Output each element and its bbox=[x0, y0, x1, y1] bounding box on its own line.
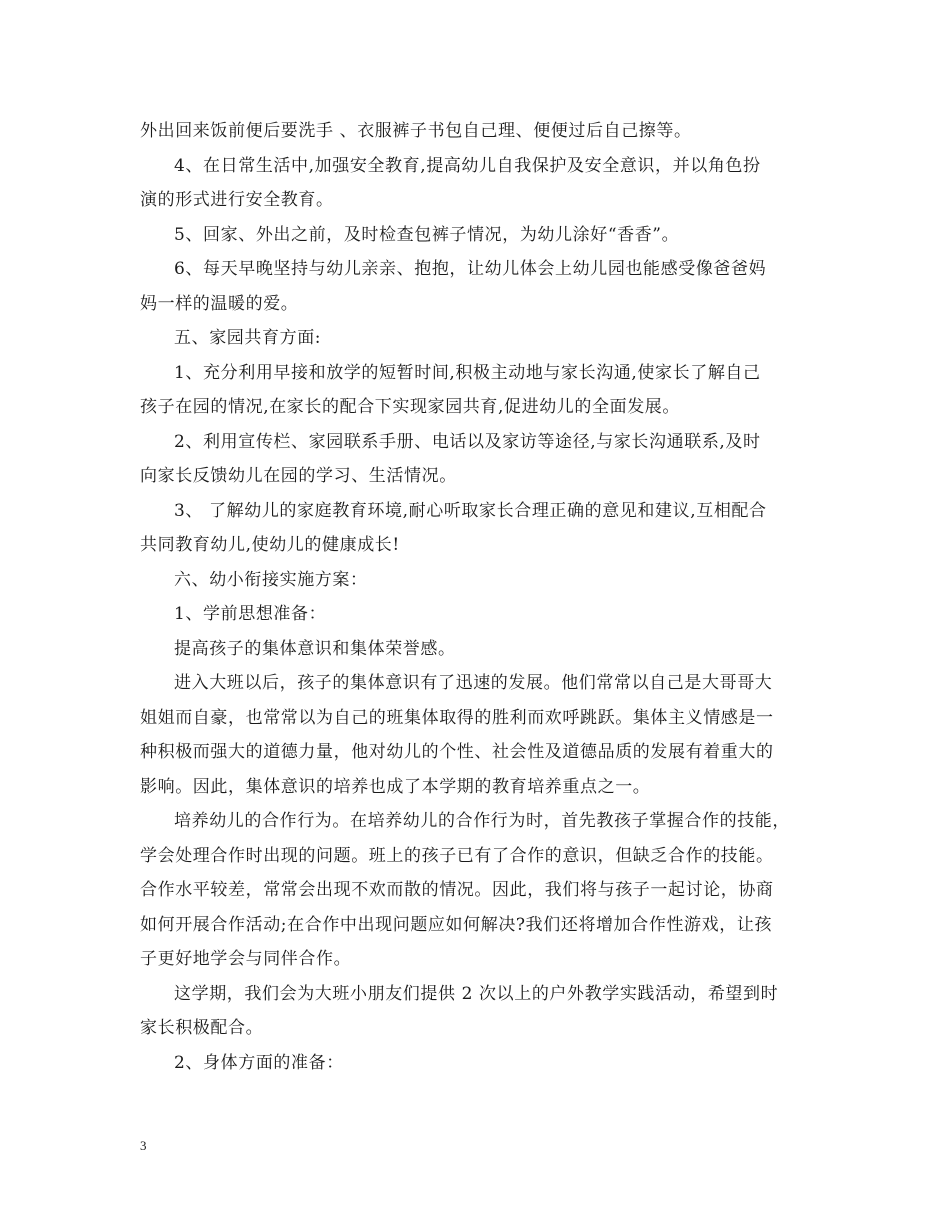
text-line: 演的形式进行安全教育。 bbox=[140, 190, 334, 210]
text-line: 孩子在园的情况,在家长的配合下实现家园共育,促进幼儿的全面发展。 bbox=[140, 397, 681, 417]
text-line: 学会处理合作时出现的问题。班上的孩子已有了合作的意识，但缺乏合作的技能。 bbox=[140, 845, 774, 866]
text-line: 2、身体方面的准备： bbox=[174, 1052, 344, 1073]
text-line: 姐姐而自豪，也常常以为自己的班集体取得的胜利而欢呼跳跃。集体主义情感是一 bbox=[140, 707, 774, 728]
text-line: 培养幼儿的合作行为。在培养幼儿的合作行为时，首先教孩子掌握合作的技能， bbox=[174, 811, 790, 831]
text-line: 种积极而强大的道德力量，他对幼儿的个性、社会性及道德品质的发展有着重大的 bbox=[140, 742, 774, 762]
text-line: 3、 了解幼儿的家庭教育环境,耐心听取家长合理正确的意见和建议,互相配合 bbox=[174, 500, 767, 521]
text-line: 子更好地学会与同伴合作。 bbox=[140, 949, 352, 969]
text-line: 家长积极配合。 bbox=[140, 1018, 264, 1038]
text-line: 妈一样的温暖的爱。 bbox=[140, 293, 299, 314]
text-line: 1、充分利用早接和放学的短暂时间,积极主动地与家长沟通,使家长了解自己 bbox=[174, 362, 761, 383]
text-line: 合作水平较差，常常会出现不欢而散的情况。因此，我们将与孩子一起讨论，协商 bbox=[140, 880, 774, 900]
text-line: 6、每天早晚坚持与幼儿亲亲、抱抱，让幼儿体会上幼儿园也能感受像爸爸妈 bbox=[174, 259, 767, 279]
text-line: 这学期，我们会为大班小朋友们提供 2 次以上的户外教学实践活动，希望到时 bbox=[174, 983, 779, 1004]
text-line: 五、家园共育方面: bbox=[174, 328, 322, 348]
text-line: 2、利用宣传栏、家园联系手册、电话以及家访等途径,与家长沟通联系,及时 bbox=[174, 431, 761, 452]
text-line: 六、幼小衔接实施方案： bbox=[174, 569, 368, 590]
text-line: 进入大班以后，孩子的集体意识有了迅速的发展。他们常常以自己是大哥哥大 bbox=[174, 673, 773, 693]
text-line: 共同教育幼儿,使幼儿的健康成长! bbox=[140, 535, 400, 555]
text-line: 4、在日常生活中,加强安全教育,提高幼儿自我保护及安全意识，并以角色扮 bbox=[174, 155, 761, 176]
text-line: 1、学前思想准备： bbox=[174, 604, 327, 624]
page-number: 3 bbox=[140, 1138, 147, 1153]
text-line: 向家长反馈幼儿在园的学习、生活情况。 bbox=[140, 466, 457, 486]
text-line: 提高孩子的集体意识和集体荣誉感。 bbox=[174, 638, 456, 659]
document-body bbox=[140, 114, 820, 1080]
text-line: 如何开展合作活动;在合作中出现问题应如何解决?我们还将增加合作性游戏，让孩 bbox=[140, 914, 773, 935]
text-line: 影响。因此，集体意识的培养也成了本学期的教育培养重点之一。 bbox=[140, 776, 651, 797]
text-line: 外出回来饭前便后要洗手 、衣服裤子书包自己理、便便过后自己擦等。 bbox=[140, 121, 692, 141]
text-line: 5、回家、外出之前，及时检查包裤子情况，为幼儿涂好“香香”。 bbox=[174, 224, 680, 245]
